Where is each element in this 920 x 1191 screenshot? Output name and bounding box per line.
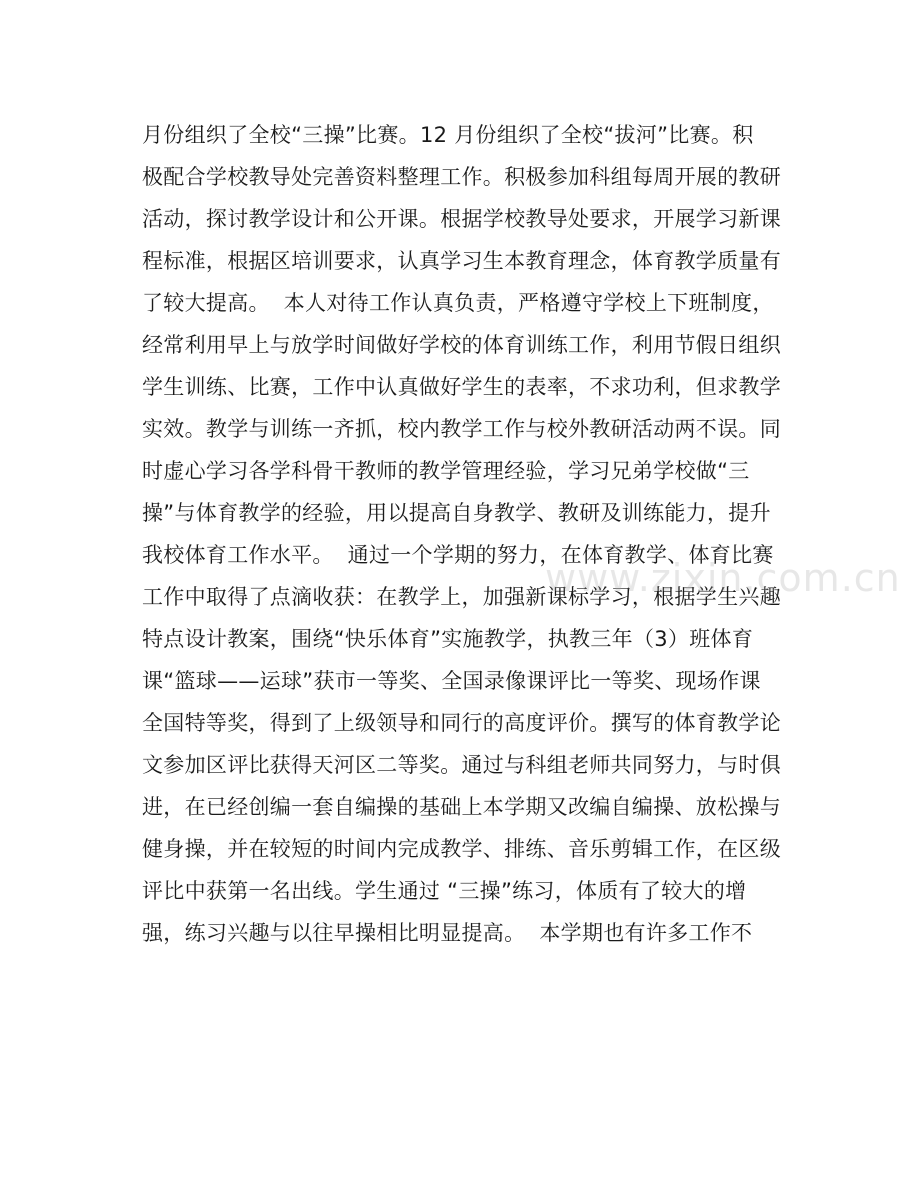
text-line: 极配合学校教导处完善资料整理工作。积极参加科组每周开展的教研 bbox=[142, 165, 781, 189]
text-line: 实效。教学与训练一齐抓，校内教学工作与校外教研活动两不误。同 bbox=[142, 417, 781, 441]
text-line: 月份组织了全校“三操”比赛。12 月份组织了全校“拔河”比赛。积 bbox=[142, 123, 754, 147]
text-line: 操”与体育教学的经验，用以提高自身教学、教研及训练能力，提升 bbox=[142, 501, 771, 525]
text-line: 时虚心学习各学科骨干教师的教学管理经验，学习兄弟学校做“三 bbox=[142, 459, 750, 483]
text-line: 活动，探讨教学设计和公开课。根据学校教导处要求，开展学习新课 bbox=[142, 207, 781, 231]
text-line: 强，练习兴趣与以往早操相比明显提高。 本学期也有许多工作不 bbox=[142, 921, 753, 945]
text-line: 课“篮球——运球”获市一等奖、全国录像课评比一等奖、现场作课 bbox=[142, 669, 761, 693]
text-line: 我校体育工作水平。 通过一个学期的努力，在体育教学、体育比赛 bbox=[142, 543, 774, 567]
text-line: 特点设计教案，围绕“快乐体育”实施教学，执教三年（3）班体育 bbox=[142, 627, 754, 651]
text-line: 健身操，并在较短的时间内完成教学、排练、音乐剪辑工作，在区级 bbox=[142, 837, 781, 861]
text-line: 全国特等奖，得到了上级领导和同行的高度评价。撰写的体育教学论 bbox=[142, 711, 781, 735]
body-text bbox=[142, 114, 792, 954]
text-line: 经常利用早上与放学时间做好学校的体育训练工作，利用节假日组织 bbox=[142, 333, 781, 357]
text-line: 文参加区评比获得天河区二等奖。通过与科组老师共同努力，与时俱 bbox=[142, 753, 781, 777]
text-line: 程标准，根据区培训要求，认真学习生本教育理念，体育教学质量有 bbox=[142, 249, 781, 273]
text-line: 评比中获第一名出线。学生通过 “三操”练习，体质有了较大的增 bbox=[142, 879, 747, 903]
text-line: 进，在已经创编一套自编操的基础上本学期又改编自编操、放松操与 bbox=[142, 795, 781, 819]
text-line: 工作中取得了点滴收获：在教学上，加强新课标学习，根据学生兴趣 bbox=[142, 585, 781, 609]
text-line: 了较大提高。 本人对待工作认真负责，严格遵守学校上下班制度， bbox=[142, 291, 774, 315]
text-line: 学生训练、比赛，工作中认真做好学生的表率，不求功利，但求教学 bbox=[142, 375, 781, 399]
watermark: www.zixin.com.cn bbox=[545, 556, 901, 600]
